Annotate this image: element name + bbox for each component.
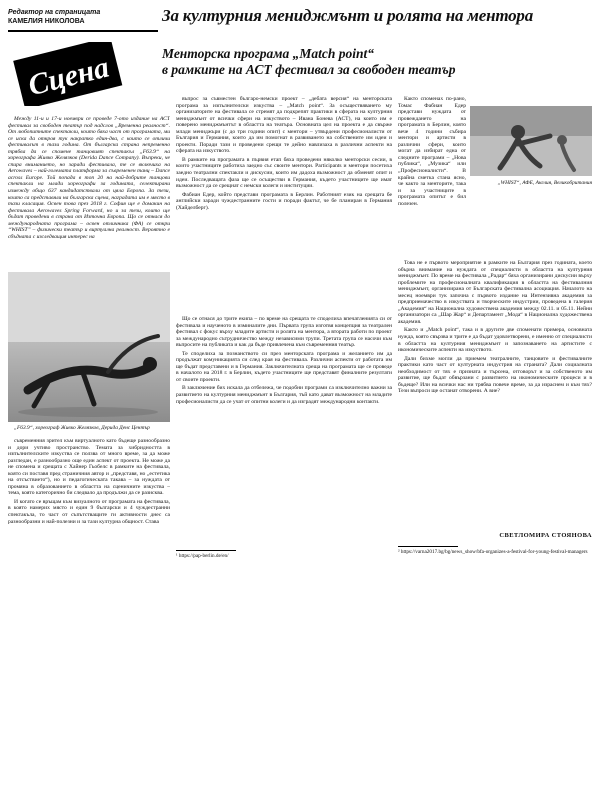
footnote-1: ¹ https://pap-berlin.de/en/ — [176, 553, 229, 559]
editor-label: Редактор на страницата — [8, 9, 101, 16]
paragraph: Между 11-и и 17-и ноември се проведе 7-ото издание на АСТ фестивал за свободен театър под надслов „Временна реалност“. От любопитните спектакли, които бяха част от програмата, ми се иска да откроя тук накратко един-два, с които се отличи фестивалът в тази година. От българска страна непременно трябва да се спомене танцовият спектакъл „F63.9“ на хореографа Живко Желязков (Derida Dance Company). Въпреки, че спира вниманието, но заради фестивала, те се включиха на Aerowaves – най-големата платформа за съвременен танц – Dance across Europe. Той попада в топ 20 на най-добрите танцови спектакли на млади хореографи за годината, селектирани измежду общо 637 кандидатствали от цяла Европа. За тези, които са представяли на българска сцена, наградата им е място в тази класация. Освен това през 2018 г. София ще е домакин на фестивала Aerowaves Spring Forward, но и за тези, които ще бъдат проведени в страна от Източна Европа. Що се отнася до международната програма – освен отличника (ФА) се откри “WHIST” – физически театър и виртуална реалност. Вероятно е сбъдната с изследващия интерес на — [8, 116, 170, 240]
whist-photo-art — [470, 106, 592, 176]
column-1-top — [8, 116, 170, 268]
dancer-photo-art — [8, 272, 170, 422]
column-1-bottom — [8, 438, 170, 544]
paragraph: съвременния зрител към виртуалното като бъдеще разнообразно и дори учтиво пространство. Темата за хибридността в изпълнителските изкуства се ползва от много време, за да може разгледан, е разнообразно още един аспект от проекта. Не може да не спомена и срещата с Хайнер Гьобелс в рамките на фестивала, която си поставя пред страничния автор и „представя, но „естетика на отсъствието“), но и педагогическата такава – за нуждата от промяна в образованието в областта на сценичните изкуства – тема, която категорично би следвало да продължи да се разисква. — [8, 438, 170, 497]
footnote-rule — [176, 550, 236, 551]
paragraph: Това не е първото мероприятие в рамките на България през годината, което обърна внимание на нуждата от специалисти в областта на културния мениджмънт. По време на фестивала „Радар“ бяха организирани дискусии върху проблемите на професионалната квалификация в областта на фестивалния мениджмънт, организирана от Българската фестивална асоциация. Началото на месец ноември тук започна с първото издание на Интензивна академия за предприемачество в изкуствата и творческите индустрии, проведена в галерия „Академия“ на Национална художествена академия между 02.11. и 05.11. Нейни организатори са „Шар Жар“ и Департамент „Мода“ в Национална художествена академия. — [398, 260, 592, 325]
paragraph: Както и „Match point“, така и в другите две споменати примера, основната нужда, която свързва и трите е да бъдат удовлетворени, е именно от специалисти в областта на културния мениджмънт и запознаването на артистите с икономическите аспекти на изкуството. — [398, 327, 592, 354]
photo1-caption: „F63.9“, хореограф Живко Желязков, Дерида Денс Център — [14, 425, 150, 431]
section-badge-art — [8, 42, 128, 106]
paragraph: въпрос за съвместен българо-немски проект – „дебата версия“ на менторската програма за изпълнителски изкуства – „Match point“. За осъществяването му организаторите на фестивала се стремят да подкрепят практики в сферата на културния мениджмънт от всички сфери на изкуството – Ивана Бонева (АСТ), на които им е поверено мениджмънтът в областта на театъра. Основната цел на проекта е да свърже млади мениджъри (с до три години опит) с ментори – утвърдени професионалисти от България и Германия, които да им помогнат в развиването на собствените им идеи и проекти. Поради тази и проведени срещи те дейно навлизаха в различни аспекти на сферата на изкуството. — [176, 96, 392, 155]
photo2-caption: „WHIST“, АФЕ, Англия, Великобритания — [497, 180, 592, 186]
column-2-top — [176, 96, 392, 310]
paragraph: Фабиан Едер, който представи програмата в Берлин. Работният език на срещата бе английски заради чуждестранните гости и поради фактът, че бе планиран в Германия (Хайделберг). — [176, 191, 392, 211]
author-signature: СВЕТЛОМИРА СТОЯНОВА — [499, 532, 592, 539]
subhead-line-2: в рамките на АСТ фестивал за свободен театър — [162, 62, 456, 77]
article-headline: За културния мениджмънт и ролята на ментора — [162, 6, 534, 25]
column-3-wide — [398, 260, 592, 530]
paragraph: Що се отнася до трите екипа – по време на срещата те споделиха впечатленията си от фестивала и наученото в изминалите дни. Първата група изготвя концепция за театрален фестивал с фокус върху младите артисти и ролята на ментора, а втората работи по проект за международно сътрудничество между независими трупи. Третата група се насочи към въпросите на публиката и как да бъде привлечена към съвременния театър. — [176, 316, 392, 349]
editor-rule — [8, 30, 158, 32]
article-subhead — [162, 46, 596, 78]
column-2-bottom — [176, 316, 392, 544]
paragraph: В рамките на програмата в първия етап бяха проведени няколко менторски сесии, в които участниците работиха заедно със своите ментори. Participants и ментори посетиха заедно театрални спектакли и дискусии, които им дадоха възможност да обменят опит и идеи. Последващата фаза ще се осъществи в Германия, където участниците ще имат възможност да се срещнат с немски колеги и институции. — [176, 156, 392, 190]
paragraph: В заключение бих искала да отбележа, че подобни програми са изключително важни за развитието на културния мениджмънт в България, тъй като дават възможност на младите професионалисти да се учат от опитни колеги и да изградят международни контакти. — [176, 385, 392, 405]
photo-dancer — [8, 272, 170, 422]
column-3-narrow — [398, 96, 466, 256]
editor-block — [8, 8, 158, 26]
subhead-line-1: Менторска програма „Match point“ — [162, 46, 374, 61]
section-title: Сцена — [24, 50, 113, 103]
paragraph: Дали бихме могли да приемем театралните, танцовите и фестивалните практики като част от културната индустрия на страната? Дали социалната необходимост от тях е призната и търсена, отговорът и за собственото им развитие, ще бъдат обвързани с развитието на икономическите процеси и в бъдеще? Или на всички нас ни трябва повече време, за да израснем и към тях? Тези въпроси ще останат отворени. А вие? — [398, 355, 592, 395]
photo-whist — [470, 106, 592, 176]
section-badge — [8, 42, 128, 106]
paragraph: И когато се връщам към визуалното от програмата на фестивала, в която намерих място и един 9 български и 4 чуждестранни спектакъла, то част от съпътстващите ги активности днес са разнообразни и най-полезни и за тази културна общност. Става — [8, 498, 170, 525]
footnote-2: ² https://varna2017.bg/bg/news_show/bfa-organizes-a-festival-for-young-festival-managers — [398, 549, 588, 555]
paragraph: Те споделиха за познанството си през менторската програма и желанието им да продължат комуникацията си след края на фестивала. Различни аспекти от работата им ще бъдат представени и в Германия. Заключителната среща на програмата ще се проведе в началото на 2018 г. в Берлин, където участниците ще представят финалните резултати от своите проекти. — [176, 350, 392, 383]
editor-name: КАМЕЛИЯ НИКОЛОВА — [8, 18, 85, 25]
paragraph: Както споменах по-рано, Томас Фабиан Едер представи нуждата от провеждането на програмата в Берлин, която вече 4 години събира ментори и артисти в различни сфери, които могат да избират една от следните програми – „Нова публика“, „Музика“ или „Професионалисти“. В крайна сметка стана ясно, че както за менторите, така и за участниците в програмата опитът е бил полезен. — [398, 96, 466, 207]
footnote2-rule — [398, 546, 458, 547]
